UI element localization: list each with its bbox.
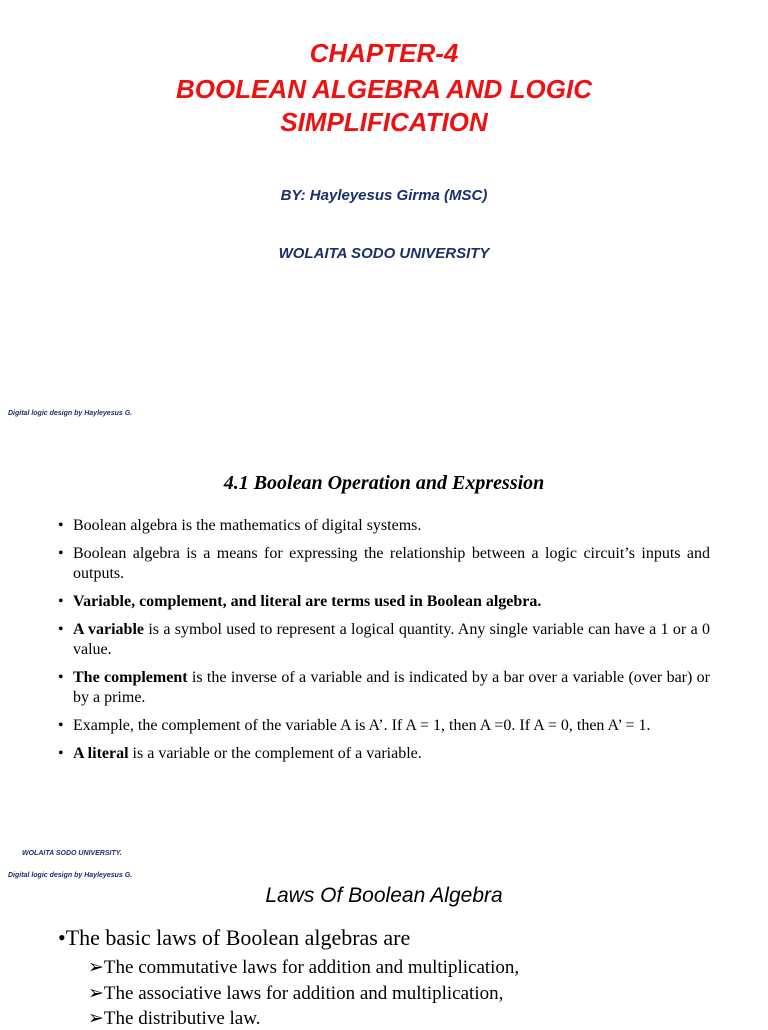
title-line-1: BOOLEAN ALGEBRA AND LOGIC	[176, 74, 592, 104]
university-line: WOLAITA SODO UNIVERSITY	[278, 245, 490, 262]
university-footer: WOLAITA SODO UNIVERSITY.	[22, 850, 122, 857]
slide-heading: Laws Of Boolean Algebra	[265, 884, 503, 907]
list-item: • Boolean algebra is a means for expressing the relationship between a logic circuit’s inputs and outputs.	[58, 545, 710, 582]
intro-bullet: •The basic laws of Boolean algebras are	[58, 925, 411, 950]
bullet-icon: •	[58, 621, 64, 638]
bullet-list	[56, 516, 710, 772]
arrow-bullet-icon: ➢	[88, 983, 104, 1004]
list-item: • Example, the complement of the variable A is A’. If A = 1, then A =0. If A = 0, then A’ = 1.	[58, 717, 651, 734]
sub-item: ➢The associative laws for addition and multiplication,	[88, 983, 504, 1004]
chapter-label: CHAPTER-4	[309, 38, 459, 68]
title-slide	[0, 0, 768, 430]
slide-footer: Digital logic design by Hayleyesus G.	[8, 872, 133, 879]
bullet-icon: •	[58, 925, 66, 950]
list-item: • A literal is a variable or the complement of a variable.	[58, 745, 422, 762]
bullet-icon: •	[58, 745, 64, 762]
bullet-icon: •	[58, 669, 64, 686]
bullet-icon: •	[58, 593, 64, 610]
list-item: • Boolean algebra is the mathematics of digital systems.	[58, 517, 422, 534]
sub-item: ➢The distributive law.	[88, 1008, 261, 1029]
list-item: • Variable, complement, and literal are terms used in Boolean algebra.	[58, 593, 542, 610]
list-item: • A variable is a symbol used to represent a logical quantity. Any single variable can have a 1 or a 0 value.	[58, 621, 710, 658]
bullet-icon: •	[58, 717, 64, 734]
bullet-icon: •	[58, 517, 64, 534]
slide-footer: Digital logic design by Hayleyesus G.	[8, 410, 133, 417]
author-line: BY: Hayleyesus Girma (MSC)	[280, 187, 488, 204]
operations-slide	[0, 430, 768, 857]
laws-slide	[0, 840, 768, 1029]
slide-heading: 4.1 Boolean Operation and Expression	[223, 472, 545, 494]
sub-item: ➢The commutative laws for addition and multiplication,	[88, 957, 520, 978]
list-item: • The complement is the inverse of a variable and is indicated by a bar over a variable (over bar) or by a prime.	[58, 669, 711, 706]
arrow-bullet-icon: ➢	[88, 1008, 104, 1029]
arrow-bullet-icon: ➢	[88, 957, 104, 978]
bullet-icon: •	[58, 545, 64, 562]
title-line-2: SIMPLIFICATION	[280, 107, 488, 137]
